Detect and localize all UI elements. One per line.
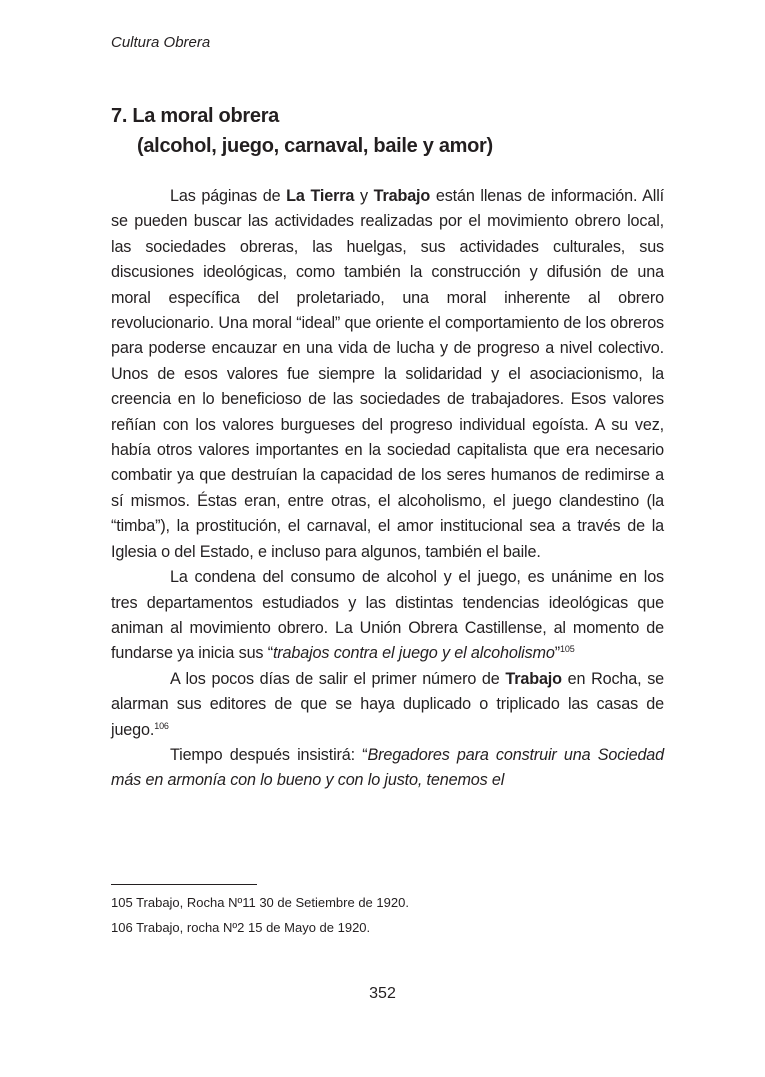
footnote-106: 106 Trabajo, rocha Nº2 15 de Mayo de 1920. <box>111 920 371 935</box>
p3-text-2: en Rocha, se alarman sus editores de que se haya duplicado o triplicado las casas de juego. <box>111 669 664 739</box>
p3-bold-trabajo: Trabajo <box>505 669 562 688</box>
p2-text-2: ” <box>554 644 560 663</box>
heading-line-1: 7. La moral obrera <box>111 105 279 127</box>
p2-italic-quote: trabajos contra el juego y el alcoholismo <box>272 644 555 663</box>
page-number: 352 <box>369 985 396 1002</box>
footnotes <box>111 890 671 940</box>
p1-text-3: están llenas de información. Allí se pueden buscar las actividades realizadas por el movimiento obrero local, las sociedades obreras, las huelgas, sus actividades culturales, sus discusiones ideológicas, como también la construcción y difusión de una moral específica del proletariado, una moral inherente al obrero revolucionario. Una moral “ideal” que oriente el comportamiento de los obreros para poderse encauzar en una vida de lucha y de progreso a nivel colectivo. Unos de esos valores fue siempre la solidaridad y el asociacionismo, la creencia en lo beneficioso de las sociedades de trabajadores. Esos valores reñían con los valores burgueses del progreso individual egoísta. A su vez, había otros valores importantes en la sociedad capitalista que era necesario combatir ya que destruían la capacidad de los seres humanos de redimirse a sí mismos. Éstas eran, entre otras, el alcoholismo, el juego clandestino (la “timba”), la prostitución, el carnaval, el amor institucional sea a través de la Iglesia o del Estado, e incluso para algunos, también el baile. <box>111 187 664 561</box>
p1-text-1: Las páginas de <box>170 187 287 205</box>
p1-text-2: y <box>354 187 374 205</box>
footnote-105: 105 Trabajo, Rocha Nº11 30 de Setiembre de 1920. <box>111 895 409 910</box>
paragraph-3 <box>111 667 664 743</box>
heading-line-2: (alcohol, juego, carnaval, baile y amor) <box>137 135 493 157</box>
running-header: Cultura Obrera <box>111 34 211 51</box>
paragraph-4 <box>111 743 664 794</box>
p4-text-1: Tiempo después insistirá: “ <box>170 745 368 764</box>
p2-text-1: La condena del consumo de alcohol y el juego, es unánime en los tres departamentos estudiados y las distintas tendencias ideológicas que animan al movimiento obrero. La Unión Obrera Castillense, al momento de fundarse ya inicia sus “ <box>111 568 664 663</box>
section-heading <box>111 101 671 161</box>
footnote-ref-106: 106 <box>154 720 169 731</box>
body-text <box>111 184 664 794</box>
footnote-divider <box>111 884 257 885</box>
p3-text-1: A los pocos días de salir el primer número de <box>170 669 506 688</box>
paragraph-1 <box>111 184 664 565</box>
footnote-ref-105: 105 <box>560 644 575 655</box>
paragraph-2 <box>111 565 664 667</box>
p4-italic-quote: Bregadores para construir una Sociedad más en armonía con lo bueno y con lo justo, tenemos el <box>111 745 664 790</box>
p1-bold-la-tierra: La Tierra <box>286 187 355 205</box>
p1-bold-trabajo: Trabajo <box>373 187 431 205</box>
